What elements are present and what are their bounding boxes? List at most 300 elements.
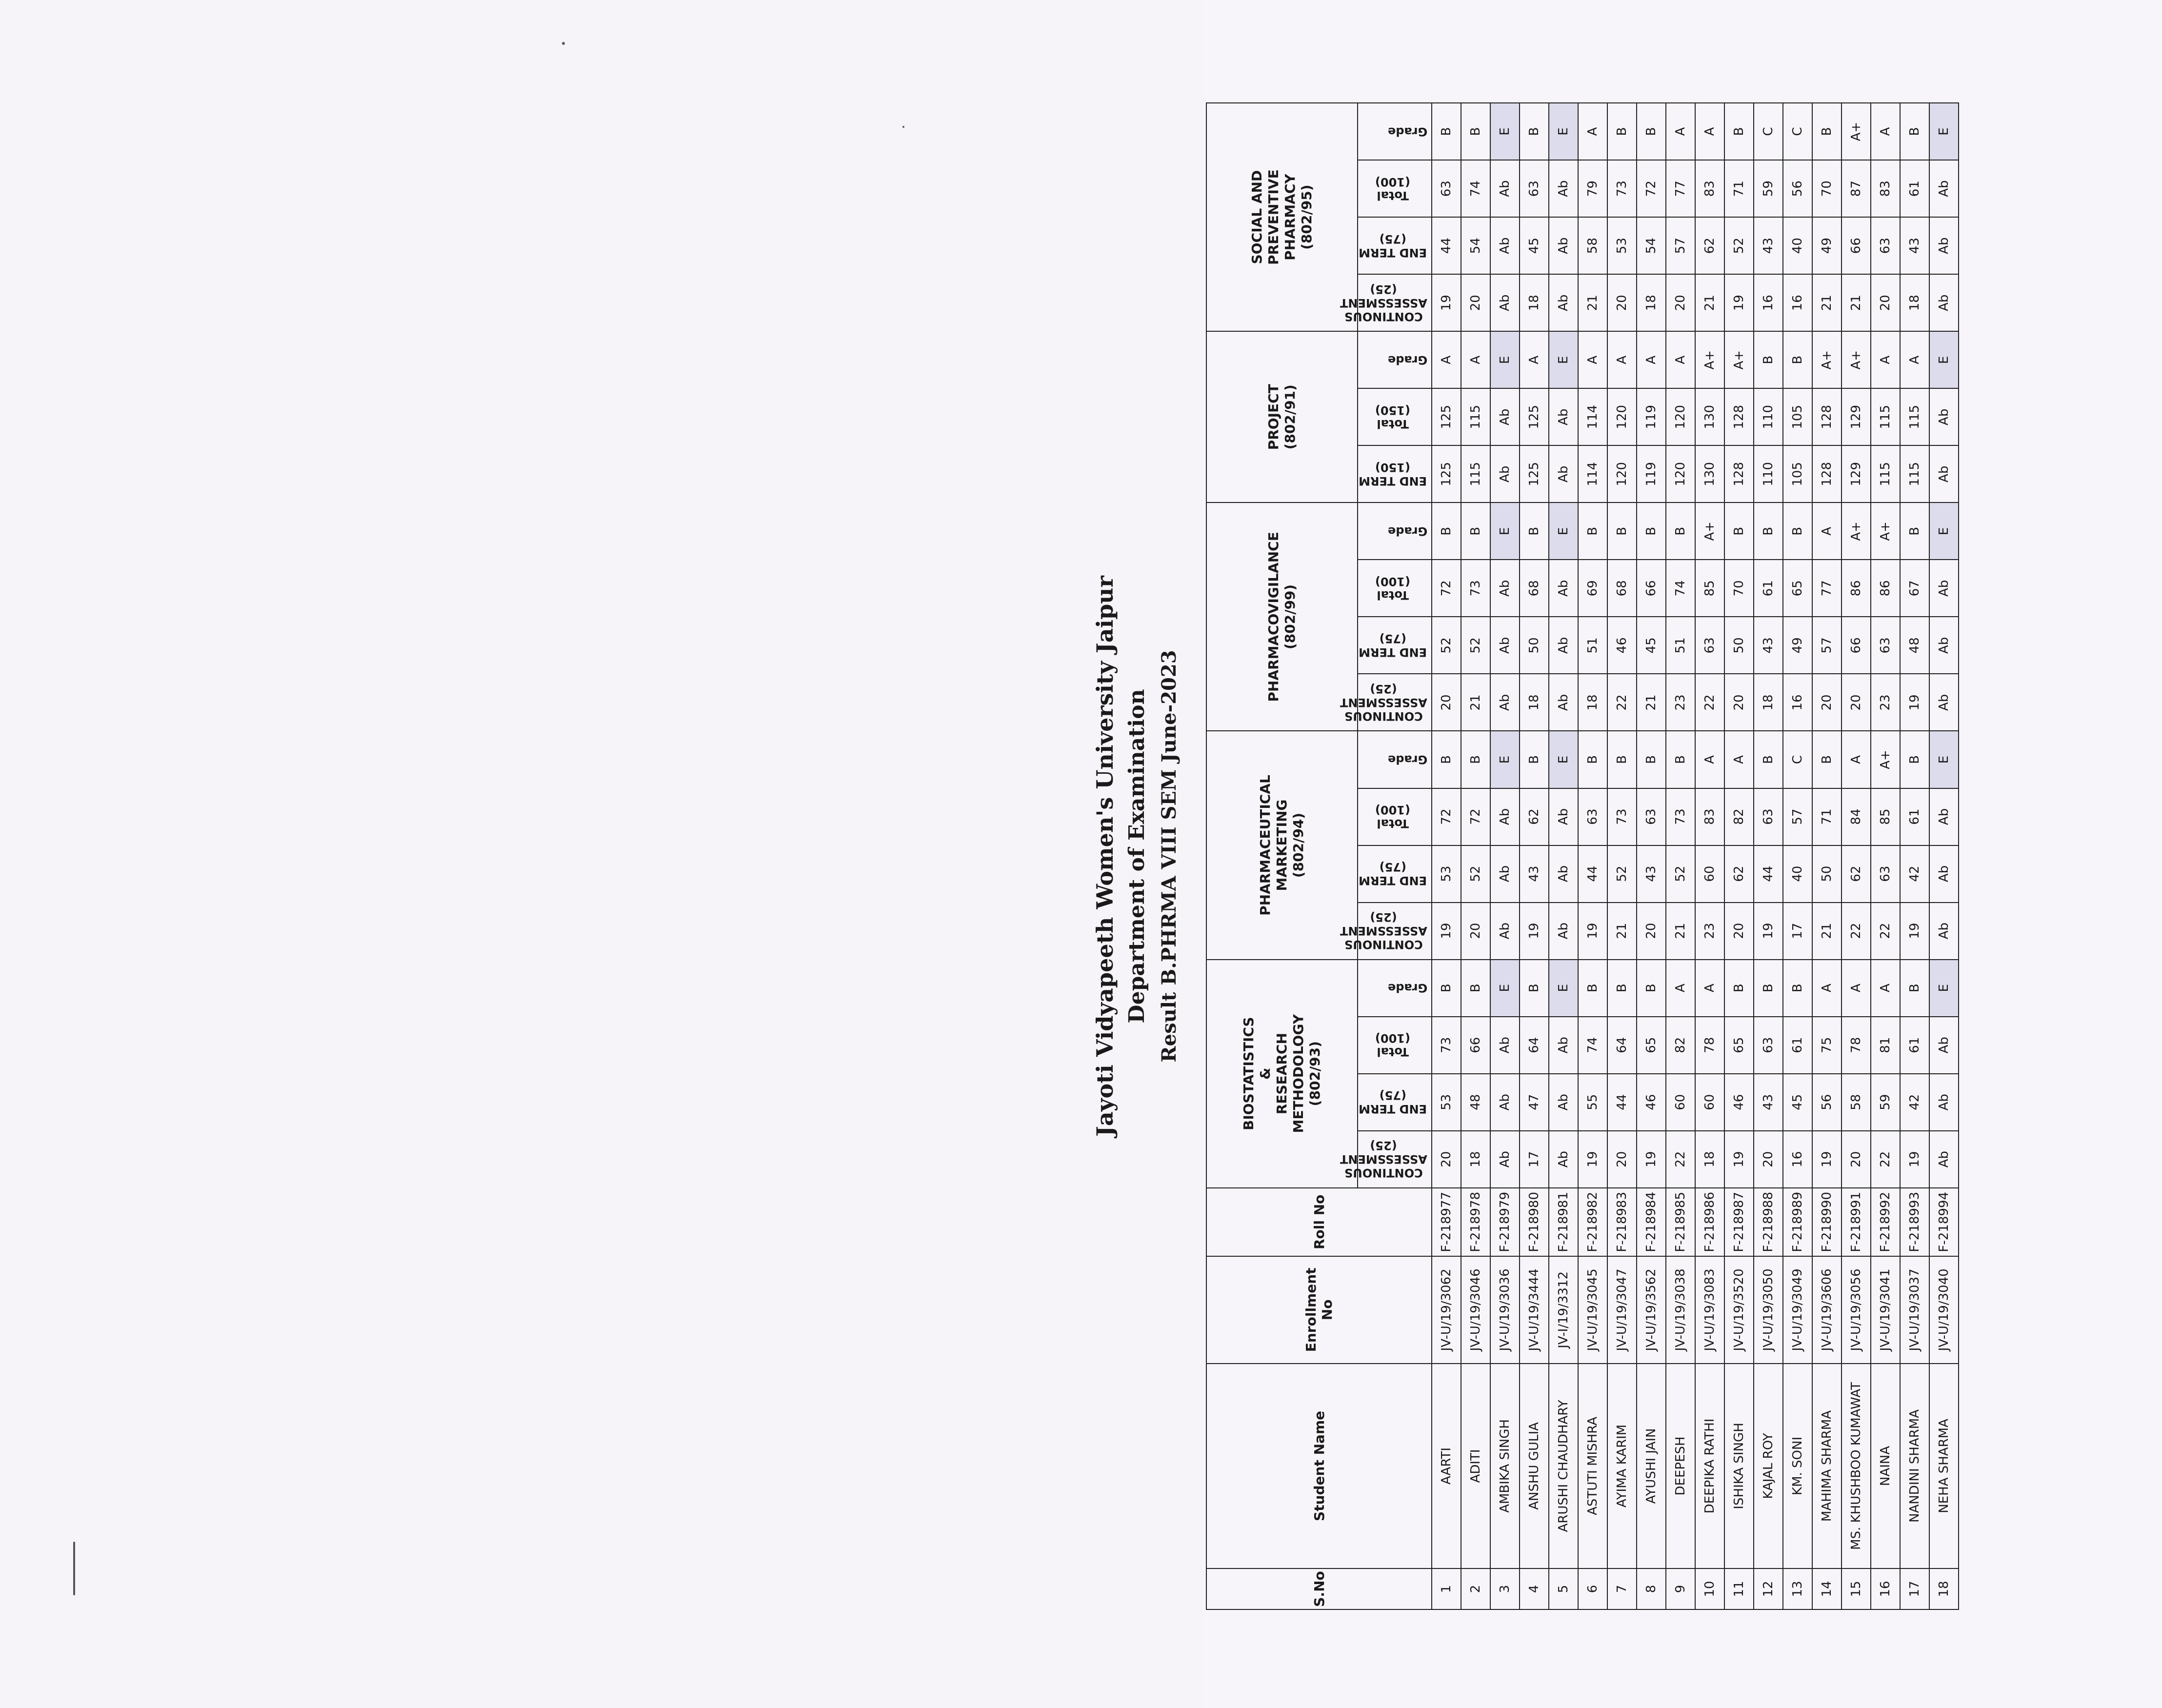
cell-mark: 44 xyxy=(1607,1074,1637,1131)
cell-mark: 66 xyxy=(1461,1017,1490,1074)
cell-grade: A xyxy=(1461,331,1490,388)
cell-mark: Ab xyxy=(1490,388,1520,445)
cell-mark: Ab xyxy=(1490,903,1520,960)
sub-header-wrap xyxy=(1358,846,1431,902)
cell-mark: Ab xyxy=(1549,617,1578,674)
sub-header-wrap xyxy=(1340,674,1431,730)
cell-mark: 79 xyxy=(1578,160,1607,217)
sub-header-label: CONTINOUS ASSESSMENT (25) xyxy=(1340,682,1427,723)
cell-enrollment: JV-U/19/3562 xyxy=(1637,1256,1666,1364)
cell-grade: C xyxy=(1783,103,1812,160)
cell-grade: B xyxy=(1520,960,1549,1017)
cell-mark: 21 xyxy=(1666,903,1695,960)
cell-mark: 19 xyxy=(1900,1131,1929,1188)
cell-grade: B xyxy=(1432,502,1461,560)
cell-roll: F-218986 xyxy=(1695,1188,1724,1256)
sub-header xyxy=(1358,103,1432,160)
sub-header-wrap xyxy=(1358,503,1431,559)
cell-roll: F-218982 xyxy=(1578,1188,1607,1256)
cell-grade: B xyxy=(1520,103,1549,160)
cell-mark: 62 xyxy=(1724,845,1754,903)
cell-roll: F-218979 xyxy=(1490,1188,1520,1256)
cell-mark: 18 xyxy=(1637,274,1666,331)
cell-mark: 57 xyxy=(1783,788,1812,845)
cell-mark: 44 xyxy=(1578,845,1607,903)
cell-mark: 65 xyxy=(1637,1017,1666,1074)
sub-header xyxy=(1358,731,1432,788)
cell-grade: B xyxy=(1461,502,1490,560)
cell-mark: 55 xyxy=(1578,1074,1607,1131)
cell-enrollment: JV-U/19/3444 xyxy=(1520,1256,1549,1364)
table-row xyxy=(1549,103,1578,1609)
cell-mark: 119 xyxy=(1637,445,1666,502)
cell-mark: 81 xyxy=(1871,1017,1900,1074)
cell-mark: 74 xyxy=(1666,560,1695,617)
cell-mark: 48 xyxy=(1461,1074,1490,1131)
sub-header-wrap xyxy=(1358,789,1431,845)
cell-roll: F-218983 xyxy=(1607,1188,1637,1256)
cell-grade: E xyxy=(1490,731,1520,788)
sub-header xyxy=(1358,160,1432,217)
sub-header-label: Grade xyxy=(1387,981,1427,995)
cell-mark: 130 xyxy=(1695,388,1724,445)
cell-mark: 20 xyxy=(1842,674,1871,731)
cell-mark: Ab xyxy=(1549,845,1578,903)
cell-mark: 63 xyxy=(1578,788,1607,845)
cell-grade: E xyxy=(1549,103,1578,160)
cell-mark: 18 xyxy=(1578,674,1607,731)
cell-roll: F-218981 xyxy=(1549,1188,1578,1256)
cell-mark: 16 xyxy=(1754,274,1783,331)
cell-mark: 52 xyxy=(1461,617,1490,674)
subject-group-header xyxy=(1206,331,1358,502)
sub-header xyxy=(1358,388,1432,445)
cell-mark: 73 xyxy=(1607,788,1637,845)
cell-sno: 3 xyxy=(1490,1568,1520,1609)
cell-mark: 67 xyxy=(1900,560,1929,617)
cell-grade: B xyxy=(1783,502,1812,560)
cell-enrollment: JV-U/19/3041 xyxy=(1871,1256,1900,1364)
cell-mark: Ab xyxy=(1929,445,1959,502)
table-row xyxy=(1666,103,1695,1609)
cell-grade: E xyxy=(1549,331,1578,388)
cell-mark: 77 xyxy=(1812,560,1842,617)
header-name: Student Name xyxy=(1206,1364,1432,1568)
cell-mark: Ab xyxy=(1490,560,1520,617)
cell-grade: E xyxy=(1929,103,1959,160)
cell-grade: B xyxy=(1520,731,1549,788)
cell-sno: 9 xyxy=(1666,1568,1695,1609)
sub-header-label: CONTINOUS ASSESSMENT (25) xyxy=(1340,910,1427,952)
subject-title-line: PROJECT xyxy=(1265,384,1281,450)
cell-grade: A xyxy=(1812,502,1842,560)
cell-mark: 20 xyxy=(1461,274,1490,331)
cell-mark: 128 xyxy=(1812,388,1842,445)
cell-grade: A xyxy=(1578,331,1607,388)
cell-mark: Ab xyxy=(1490,845,1520,903)
cell-grade: B xyxy=(1607,731,1637,788)
sub-header-label: Total (100) xyxy=(1375,1031,1411,1059)
cell-mark: 73 xyxy=(1607,160,1637,217)
department-title: Department of Examination xyxy=(1124,689,1149,1024)
cell-mark: Ab xyxy=(1549,674,1578,731)
cell-grade: A xyxy=(1871,331,1900,388)
cell-mark: 125 xyxy=(1432,445,1461,502)
cell-grade: B xyxy=(1812,103,1842,160)
cell-roll: F-218977 xyxy=(1432,1188,1461,1256)
sub-header-wrap xyxy=(1358,1074,1431,1130)
cell-mark: 74 xyxy=(1578,1017,1607,1074)
cell-mark: 115 xyxy=(1871,388,1900,445)
cell-mark: 47 xyxy=(1520,1074,1549,1131)
table-row xyxy=(1432,103,1461,1609)
cell-mark: 75 xyxy=(1812,1017,1842,1074)
cell-grade: E xyxy=(1929,331,1959,388)
cell-grade: B xyxy=(1578,502,1607,560)
cell-grade: B xyxy=(1520,502,1549,560)
cell-enrollment: JV-U/19/3606 xyxy=(1812,1256,1842,1364)
cell-mark: 21 xyxy=(1812,274,1842,331)
cell-mark: 63 xyxy=(1637,788,1666,845)
cell-sno: 13 xyxy=(1783,1568,1812,1609)
cell-grade: B xyxy=(1637,502,1666,560)
subject-title-line: MARKETING xyxy=(1274,799,1290,891)
cell-sno: 6 xyxy=(1578,1568,1607,1609)
cell-mark: 51 xyxy=(1578,617,1607,674)
cell-mark: 21 xyxy=(1637,674,1666,731)
cell-student-name: DEEPIKA RATHI xyxy=(1695,1364,1724,1568)
cell-mark: 21 xyxy=(1607,903,1637,960)
cell-grade: B xyxy=(1754,731,1783,788)
sub-header-label: Grade xyxy=(1387,752,1427,766)
cell-mark: 129 xyxy=(1842,445,1871,502)
cell-grade: B xyxy=(1637,731,1666,788)
cell-mark: 20 xyxy=(1432,674,1461,731)
cell-mark: 78 xyxy=(1842,1017,1871,1074)
cell-mark: Ab xyxy=(1929,845,1959,903)
cell-mark: 105 xyxy=(1783,445,1812,502)
cell-mark: 20 xyxy=(1724,903,1754,960)
cell-mark: 85 xyxy=(1871,788,1900,845)
cell-mark: Ab xyxy=(1549,560,1578,617)
cell-mark: 18 xyxy=(1754,674,1783,731)
cell-roll: F-218980 xyxy=(1520,1188,1549,1256)
sub-header xyxy=(1358,617,1432,674)
ink-speck xyxy=(562,42,565,45)
cell-mark: 50 xyxy=(1812,845,1842,903)
cell-mark: 18 xyxy=(1520,674,1549,731)
cell-mark: 63 xyxy=(1432,160,1461,217)
cell-mark: Ab xyxy=(1929,1017,1959,1074)
sub-header xyxy=(1358,845,1432,903)
cell-mark: 56 xyxy=(1783,160,1812,217)
cell-mark: Ab xyxy=(1549,788,1578,845)
header-enroll: Enrollment No xyxy=(1206,1256,1432,1364)
cell-mark: 68 xyxy=(1520,560,1549,617)
cell-mark: 83 xyxy=(1695,160,1724,217)
cell-sno: 14 xyxy=(1812,1568,1842,1609)
cell-grade: E xyxy=(1929,502,1959,560)
cell-mark: 63 xyxy=(1520,160,1549,217)
cell-student-name: KAJAL ROY xyxy=(1754,1364,1783,1568)
cell-mark: 82 xyxy=(1666,1017,1695,1074)
cell-mark: 128 xyxy=(1724,388,1754,445)
cell-grade: B xyxy=(1432,103,1461,160)
cell-grade: B xyxy=(1607,502,1637,560)
cell-enrollment: JV-U/19/3049 xyxy=(1783,1256,1812,1364)
cell-mark: 18 xyxy=(1520,274,1549,331)
cell-mark: 21 xyxy=(1461,674,1490,731)
cell-student-name: NANDINI SHARMA xyxy=(1900,1364,1929,1568)
cell-mark: 84 xyxy=(1842,788,1871,845)
cell-grade: A xyxy=(1520,331,1549,388)
cell-mark: Ab xyxy=(1549,1074,1578,1131)
cell-mark: 16 xyxy=(1783,1131,1812,1188)
subject-title-line: PHARMACY xyxy=(1282,174,1298,261)
subject-title-line: METHODOLOGY xyxy=(1290,1014,1306,1133)
cell-grade: B xyxy=(1666,502,1695,560)
cell-mark: 64 xyxy=(1520,1017,1549,1074)
cell-mark: 61 xyxy=(1783,1017,1812,1074)
cell-mark: 128 xyxy=(1724,445,1754,502)
subject-title-line: SOCIAL AND xyxy=(1249,170,1265,264)
cell-grade: A xyxy=(1666,331,1695,388)
cell-mark: 19 xyxy=(1637,1131,1666,1188)
cell-grade: A+ xyxy=(1812,331,1842,388)
cell-grade: A xyxy=(1900,331,1929,388)
cell-student-name: ARUSHI CHAUDHARY xyxy=(1549,1364,1578,1568)
cell-mark: 70 xyxy=(1812,160,1842,217)
sub-header-label: END TERM (150) xyxy=(1359,460,1427,488)
cell-grade: E xyxy=(1549,960,1578,1017)
sub-header xyxy=(1358,1074,1432,1131)
cell-grade: B xyxy=(1900,960,1929,1017)
cell-grade: A xyxy=(1842,731,1871,788)
cell-mark: Ab xyxy=(1929,388,1959,445)
cell-grade: B xyxy=(1812,731,1842,788)
cell-grade: B xyxy=(1461,960,1490,1017)
cell-mark: 62 xyxy=(1695,217,1724,274)
ink-speck xyxy=(902,126,904,128)
table-row xyxy=(1900,103,1929,1609)
cell-mark: 120 xyxy=(1607,388,1637,445)
cell-mark: 19 xyxy=(1724,1131,1754,1188)
cell-mark: 43 xyxy=(1900,217,1929,274)
cell-mark: 52 xyxy=(1724,217,1754,274)
cell-mark: 19 xyxy=(1432,274,1461,331)
rotated-document xyxy=(1089,102,2162,1610)
cell-mark: Ab xyxy=(1929,1074,1959,1131)
subject-title-line: BIOSTATISTICS xyxy=(1241,1017,1257,1130)
table-row xyxy=(1461,103,1490,1609)
cell-mark: Ab xyxy=(1490,445,1520,502)
cell-enrollment: JV-U/19/3047 xyxy=(1607,1256,1637,1364)
cell-mark: 61 xyxy=(1900,1017,1929,1074)
cell-mark: 105 xyxy=(1783,388,1812,445)
cell-grade: B xyxy=(1724,502,1754,560)
cell-enrollment: JV-U/19/3046 xyxy=(1461,1256,1490,1364)
table-row xyxy=(1490,103,1520,1609)
header-sno: S.No xyxy=(1206,1568,1432,1609)
cell-grade: C xyxy=(1754,103,1783,160)
cell-mark: 62 xyxy=(1842,845,1871,903)
cell-student-name: ISHIKA SINGH xyxy=(1724,1364,1754,1568)
cell-mark: 21 xyxy=(1812,903,1842,960)
table-row xyxy=(1812,103,1842,1609)
cell-sno: 11 xyxy=(1724,1568,1754,1609)
cell-mark: 114 xyxy=(1578,388,1607,445)
cell-mark: 61 xyxy=(1900,788,1929,845)
cell-mark: 52 xyxy=(1607,845,1637,903)
table-row xyxy=(1695,103,1724,1609)
cell-roll: F-218989 xyxy=(1783,1188,1812,1256)
sub-header xyxy=(1340,674,1432,731)
cell-roll: F-218985 xyxy=(1666,1188,1695,1256)
cell-mark: 60 xyxy=(1695,845,1724,903)
cell-grade: A+ xyxy=(1695,502,1724,560)
cell-grade: A xyxy=(1666,960,1695,1017)
cell-enrollment: JV-U/19/3050 xyxy=(1754,1256,1783,1364)
cell-grade: A xyxy=(1695,103,1724,160)
result-title: Result B.PHRMA VIII SEM June-2023 xyxy=(1158,650,1181,1063)
cell-mark: 72 xyxy=(1432,560,1461,617)
cell-mark: 115 xyxy=(1900,388,1929,445)
cell-mark: 120 xyxy=(1666,445,1695,502)
cell-mark: 66 xyxy=(1842,217,1871,274)
cell-grade: B xyxy=(1724,960,1754,1017)
cell-mark: Ab xyxy=(1490,788,1520,845)
cell-enrollment: JV-U/19/3037 xyxy=(1900,1256,1929,1364)
cell-mark: 17 xyxy=(1783,903,1812,960)
cell-sno: 4 xyxy=(1520,1568,1549,1609)
cell-mark: 23 xyxy=(1871,674,1900,731)
cell-enrollment: JV-U/19/3040 xyxy=(1929,1256,1959,1364)
cell-mark: 73 xyxy=(1432,1017,1461,1074)
cell-grade: B xyxy=(1754,502,1783,560)
cell-mark: 71 xyxy=(1812,788,1842,845)
cell-mark: 63 xyxy=(1871,217,1900,274)
sub-header-wrap xyxy=(1340,275,1431,331)
cell-mark: 19 xyxy=(1900,674,1929,731)
cell-grade: A xyxy=(1842,960,1871,1017)
cell-mark: 63 xyxy=(1695,617,1724,674)
cell-student-name: AYUSHI JAIN xyxy=(1637,1364,1666,1568)
sub-header xyxy=(1340,274,1432,331)
cell-grade: A xyxy=(1432,331,1461,388)
sub-header-label: Total (100) xyxy=(1375,574,1411,602)
cell-mark: 57 xyxy=(1666,217,1695,274)
sub-header-wrap xyxy=(1358,218,1431,274)
cell-mark: 63 xyxy=(1871,845,1900,903)
cell-mark: 21 xyxy=(1842,274,1871,331)
cell-mark: 51 xyxy=(1666,617,1695,674)
cell-sno: 17 xyxy=(1900,1568,1929,1609)
cell-mark: 86 xyxy=(1871,560,1900,617)
cell-mark: 48 xyxy=(1900,617,1929,674)
cell-mark: 68 xyxy=(1607,560,1637,617)
cell-enrollment: JV-U/19/3036 xyxy=(1490,1256,1520,1364)
cell-mark: 86 xyxy=(1842,560,1871,617)
cell-mark: 114 xyxy=(1578,445,1607,502)
cell-mark: 65 xyxy=(1724,1017,1754,1074)
cell-mark: 46 xyxy=(1607,617,1637,674)
cell-sno: 16 xyxy=(1871,1568,1900,1609)
sub-header-wrap xyxy=(1358,617,1431,673)
cell-enrollment: JV-U/19/3083 xyxy=(1695,1256,1724,1364)
cell-mark: Ab xyxy=(1929,674,1959,731)
sub-header xyxy=(1358,217,1432,274)
cell-grade: A+ xyxy=(1871,731,1900,788)
cell-mark: 119 xyxy=(1637,388,1666,445)
sub-header-wrap xyxy=(1358,1017,1431,1073)
cell-sno: 1 xyxy=(1432,1568,1461,1609)
cell-grade: A+ xyxy=(1871,502,1900,560)
cell-mark: 60 xyxy=(1666,1074,1695,1131)
cell-roll: F-218994 xyxy=(1929,1188,1959,1256)
cell-mark: Ab xyxy=(1549,160,1578,217)
subject-title-line: (802/95) xyxy=(1299,184,1315,250)
cell-mark: 22 xyxy=(1871,1131,1900,1188)
cell-enrollment: JV-U/19/3520 xyxy=(1724,1256,1754,1364)
cell-mark: 16 xyxy=(1783,674,1812,731)
cell-mark: 83 xyxy=(1871,160,1900,217)
cell-grade: E xyxy=(1490,960,1520,1017)
cell-mark: 19 xyxy=(1900,903,1929,960)
cell-grade: E xyxy=(1549,731,1578,788)
cell-mark: 53 xyxy=(1432,845,1461,903)
cell-student-name: AARTI xyxy=(1432,1364,1461,1568)
cell-sno: 2 xyxy=(1461,1568,1490,1609)
cell-mark: Ab xyxy=(1549,388,1578,445)
cell-mark: 21 xyxy=(1578,274,1607,331)
cell-mark: 49 xyxy=(1783,617,1812,674)
cell-mark: 18 xyxy=(1461,1131,1490,1188)
cell-mark: 46 xyxy=(1637,1074,1666,1131)
subject-title-line: (802/94) xyxy=(1290,812,1306,878)
cell-sno: 7 xyxy=(1607,1568,1637,1609)
cell-mark: 61 xyxy=(1900,160,1929,217)
cell-sno: 18 xyxy=(1929,1568,1959,1609)
cell-mark: 18 xyxy=(1695,1131,1724,1188)
cell-mark: 20 xyxy=(1607,1131,1637,1188)
cell-mark: 45 xyxy=(1520,217,1549,274)
cell-mark: Ab xyxy=(1490,1074,1520,1131)
cell-mark: 20 xyxy=(1842,1131,1871,1188)
cell-student-name: AMBIKA SINGH xyxy=(1490,1364,1520,1568)
subject-title-line: (802/91) xyxy=(1282,384,1298,450)
cell-mark: 125 xyxy=(1520,388,1549,445)
subject-title-line: (802/93) xyxy=(1307,1041,1323,1106)
cell-enrollment: JV-U/19/3038 xyxy=(1666,1256,1695,1364)
cell-mark: Ab xyxy=(1929,217,1959,274)
cell-grade: B xyxy=(1900,103,1929,160)
cell-mark: 115 xyxy=(1461,388,1490,445)
cell-mark: 64 xyxy=(1607,1017,1637,1074)
cell-student-name: AYIMA KARIM xyxy=(1607,1364,1637,1568)
cell-mark: 85 xyxy=(1695,560,1724,617)
cell-mark: 72 xyxy=(1637,160,1666,217)
sub-header-wrap xyxy=(1340,1131,1431,1187)
subject-group-header xyxy=(1206,103,1358,331)
cell-sno: 10 xyxy=(1695,1568,1724,1609)
cell-grade: A xyxy=(1578,103,1607,160)
sub-header-label: Total (150) xyxy=(1375,403,1411,431)
cell-mark: 128 xyxy=(1812,445,1842,502)
cell-student-name: ADITI xyxy=(1461,1364,1490,1568)
university-title: Jayoti Vidyapeeth Women's University Jaipur xyxy=(1092,576,1118,1137)
sub-header-wrap xyxy=(1358,332,1431,388)
cell-mark: 22 xyxy=(1871,903,1900,960)
